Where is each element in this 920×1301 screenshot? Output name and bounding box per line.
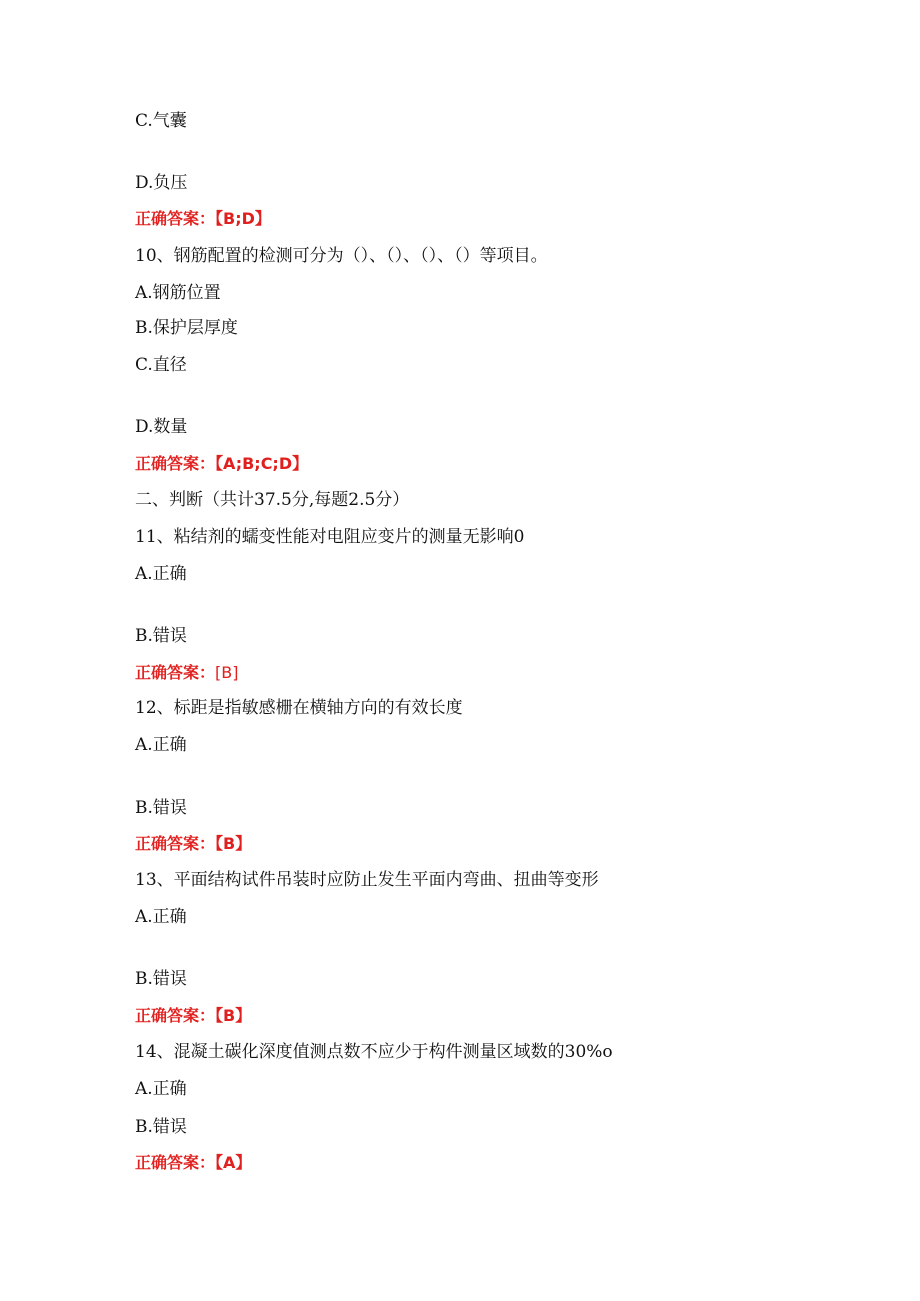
answer-9: [135, 208, 271, 230]
answer-label: 正确答案：: [135, 1153, 216, 1172]
option-12b: B.错误: [135, 798, 187, 818]
answer-11: [135, 662, 238, 684]
answer-14: [135, 1152, 251, 1174]
option-13b: B.错误: [135, 969, 187, 989]
answer-value: 【B】: [215, 1006, 252, 1025]
option-14b: B.错误: [135, 1117, 187, 1137]
question-13: 13、平面结构试件吊装时应防止发生平面内弯曲、扭曲等变形: [135, 870, 599, 890]
section-heading: 二、判断（共计37.5分,每题2.5分）: [135, 490, 410, 510]
answer-12: [135, 833, 251, 855]
answer-10: [135, 453, 308, 475]
answer-label: 正确答案：: [135, 209, 216, 228]
option-12a: A.正确: [135, 735, 187, 755]
question-14: 14、混凝土碳化深度值测点数不应少于构件测量区域数的30%o: [135, 1042, 613, 1062]
answer-value: [B]: [215, 663, 239, 682]
option-11a: A.正确: [135, 564, 187, 584]
answer-value: 【B】: [215, 834, 252, 853]
answer-value: 【A】: [215, 1153, 252, 1172]
answer-label: 正确答案：: [135, 663, 216, 682]
question-11: 11、粘结剂的蠕变性能对电阻应变片的测量无影响0: [135, 527, 525, 547]
answer-13: [135, 1005, 251, 1027]
answer-label: 正确答案：: [135, 1006, 216, 1025]
option-14a: A.正确: [135, 1079, 187, 1099]
answer-label: 正确答案：: [135, 454, 216, 473]
answer-value: 【B;D】: [215, 209, 271, 228]
option-9c: C.气囊: [135, 111, 187, 131]
answer-label: 正确答案：: [135, 834, 216, 853]
option-10d: D.数量: [135, 417, 188, 437]
option-10a: A.钢筋位置: [135, 283, 221, 303]
option-10b: B.保护层厚度: [135, 318, 238, 338]
option-9d: D.负压: [135, 173, 188, 193]
option-11b: B.错误: [135, 626, 187, 646]
answer-value: 【A;B;C;D】: [215, 454, 309, 473]
option-10c: C.直径: [135, 355, 187, 375]
question-10: 10、钢筋配置的检测可分为（）、（）、（）、（）等项目。: [135, 246, 548, 266]
option-13a: A.正确: [135, 907, 187, 927]
question-12: 12、标距是指敏感栅在横轴方向的有效长度: [135, 698, 463, 718]
